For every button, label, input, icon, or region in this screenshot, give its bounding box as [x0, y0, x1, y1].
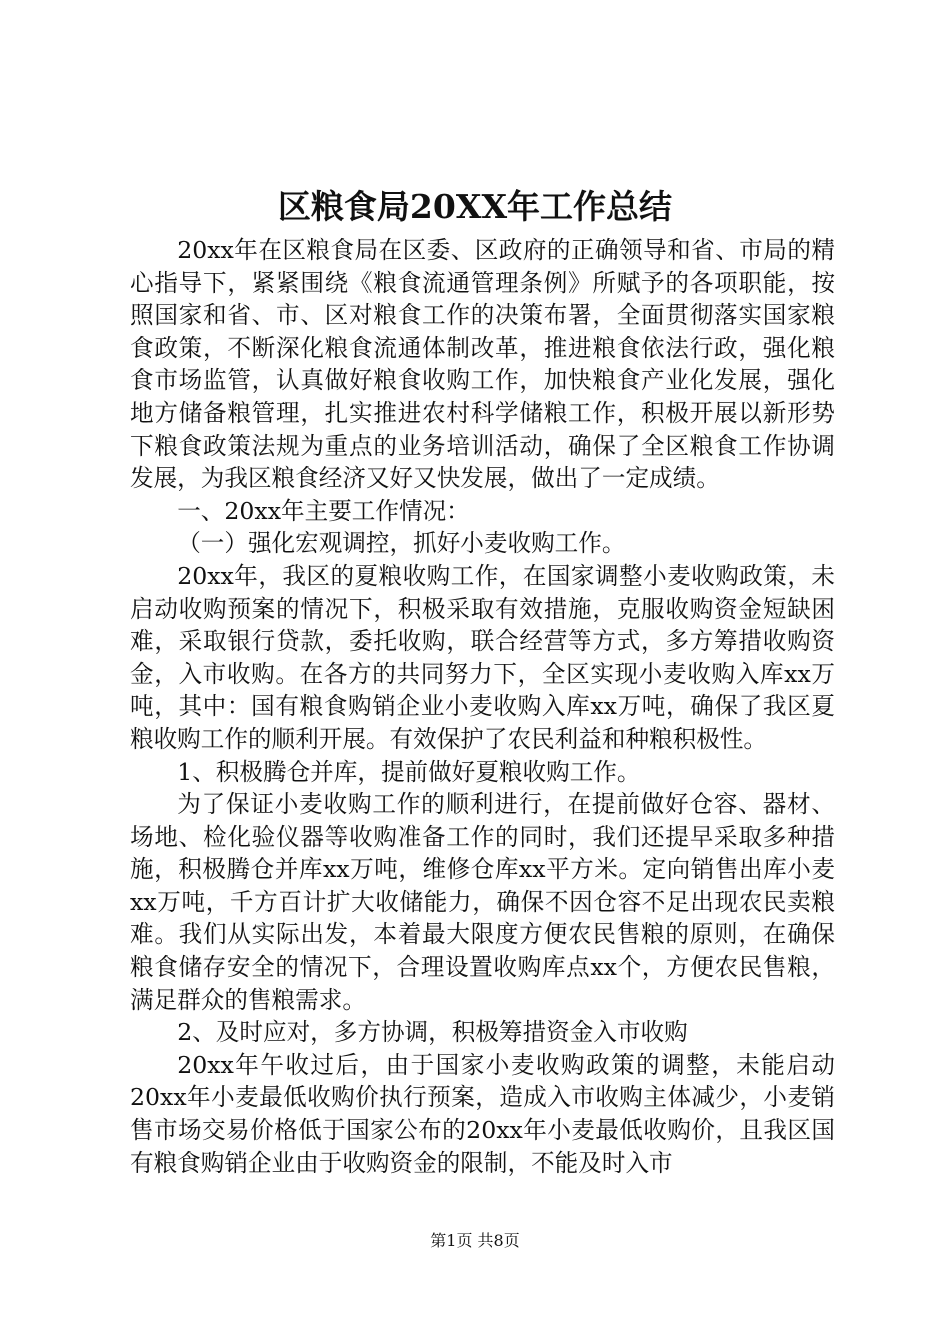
item-heading-storage-prep: 1、积极腾仓并库，提前做好夏粮收购工作。 [177, 757, 641, 786]
subsection-heading-macro-control: （一）强化宏观调控，抓好小麦收购工作。 [177, 529, 626, 558]
paragraph-intro: 20xx年在区粮食局在区委、区政府的正确领导和省、市局的精心指导下，紧紧围绕《粮食流通管理条例》所赋予的各项职能，按照国家和省、市、区对粮食工作的决策布署，全面贯彻落实国家粮食政策，不断深化粮食流通体制改革，推进粮食依法行政，强化粮食市场监管，认真做好粮食收购工作，加快粮食产业化发展，强化地方储备粮管理，扎实推进农村科学储粮工作，积极开展以新形势下粮食政策法规为重点的业务培训活动，确保了全区粮食工作协调发展，为我区粮食经济又好又快发展，做出了一定成绩。 [130, 236, 835, 493]
paragraph-summer-purchase: 20xx年，我区的夏粮收购工作，在国家调整小麦收购政策，未启动收购预案的情况下，积极采取有效措施，克服收购资金短缺困难，采取银行贷款，委托收购，联合经营等方式，多方筹措收购资金，入市收购。在各方的共同努力下，全区实现小麦收购入库xx万吨，其中：国有粮食购销企业小麦收购入库xx万吨，确保了我区夏粮收购工作的顺利开展。有效保护了农民利益和种粮积极性。 [130, 561, 835, 753]
section-heading-main-work: 一、20xx年主要工作情况： [177, 496, 470, 525]
item-heading-funding: 2、及时应对，多方协调，积极筹措资金入市收购 [177, 1018, 688, 1047]
paragraph-funding: 20xx年午收过后，由于国家小麦收购政策的调整，未能启动20xx年小麦最低收购价执行预案，造成入市收购主体减少，小麦销售市场交易价格低于国家公布的20xx年小麦最低收购价，且我区国有粮食购销企业由于收购资金的限制，不能及时入市 [130, 1050, 835, 1177]
paragraph-storage-prep: 为了保证小麦收购工作的顺利进行，在提前做好仓容、器材、场地、检化验仪器等收购准备工作的同时，我们还提早采取多种措施，积极腾仓并库xx万吨，维修仓库xx平方米。定向销售出库小麦xx万吨，千方百计扩大收储能力，确保不因仓容不足出现农民卖粮难。我们从实际出发，本着最大限度方便农民售粮的原则，在确保粮食储存安全的情况下，合理设置收购库点xx个，方便农民售粮，满足群众的售粮需求。 [130, 790, 835, 1014]
document-body [130, 234, 835, 1179]
document-title: 区粮食局20XX年工作总结 [277, 187, 673, 226]
page-number-footer: 第1页 共8页 [430, 1231, 520, 1250]
